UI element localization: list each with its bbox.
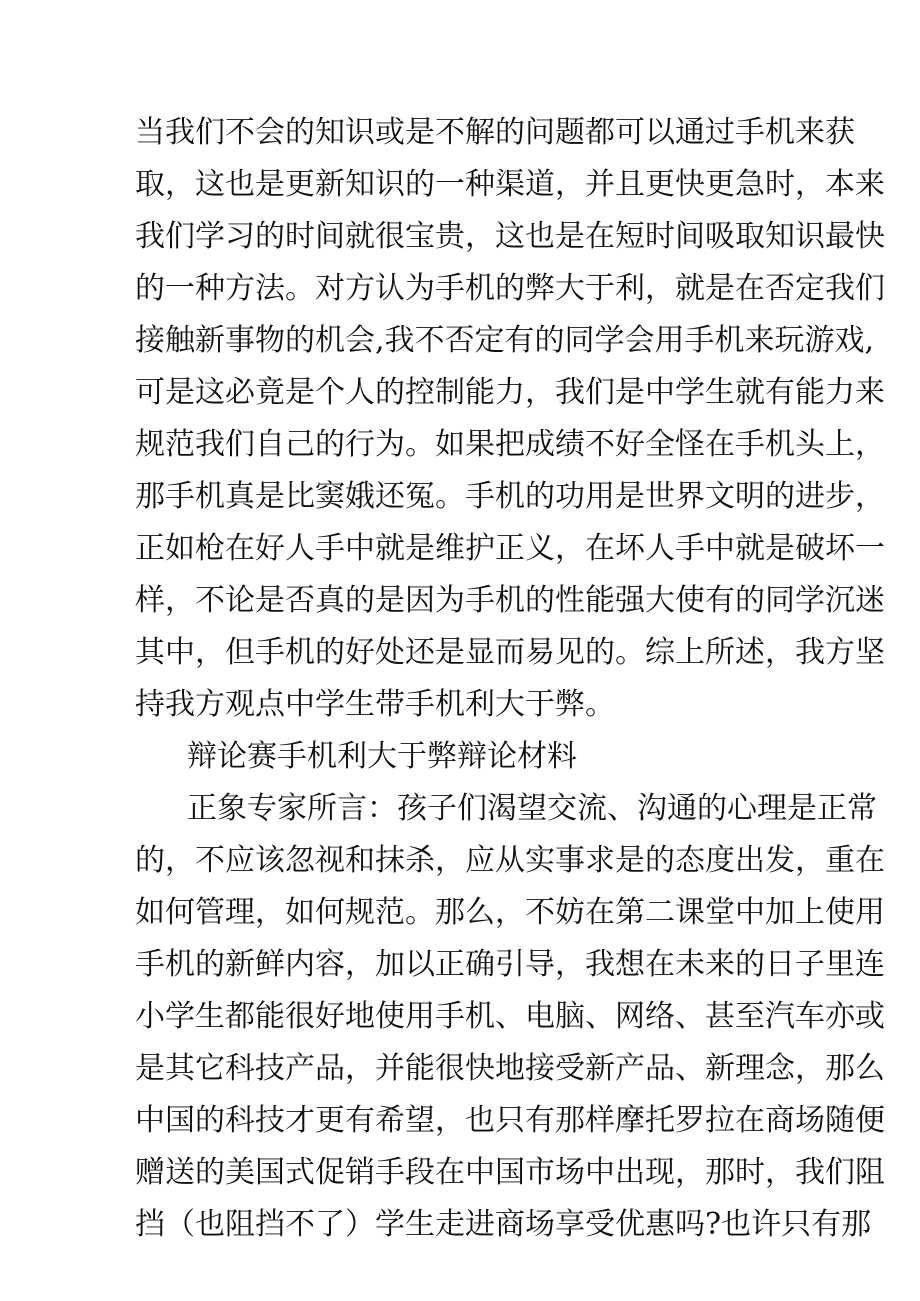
text-line: 接触新事物的机会,我不否定有的同学会用手机来玩游戏, [135, 323, 875, 358]
text-line: 其中，但手机的好处还是显而易见的。综上所述，我方坚 [135, 635, 885, 670]
text-line: 小学生都能很好地使用手机、电脑、网络、甚至汽车亦或 [135, 999, 885, 1034]
text-line: 可是这必竟是个人的控制能力，我们是中学生就有能力来 [135, 375, 885, 410]
text-line: 是其它科技产品，并能很快地接受新产品、新理念，那么 [135, 1051, 885, 1086]
text-line: 样，不论是否真的是因为手机的性能强大使有的同学沉迷 [135, 583, 885, 618]
paragraph-1 [135, 107, 885, 731]
text-line: 中国的科技才更有希望，也只有那样摩托罗拉在商场随便 [135, 1103, 885, 1138]
paragraph-2 [135, 783, 885, 1251]
text-line: 持我方观点中学生带手机利大于弊。 [135, 687, 615, 722]
text-line: 的一种方法。对方认为手机的弊大于利，就是在否定我们 [135, 271, 885, 306]
section-heading: 辩论赛手机利大于弊辩论材料 [187, 739, 577, 774]
text-line: 赠送的美国式促销手段在中国市场中出现，那时，我们阻 [135, 1155, 885, 1190]
text-line: 正如枪在好人手中就是维护正义，在坏人手中就是破坏一 [135, 531, 885, 566]
document-body [135, 107, 885, 1251]
text-line: 的，不应该忽视和抹杀，应从实事求是的态度出发，重在 [135, 843, 885, 878]
text-line: 规范我们自己的行为。如果把成绩不好全怪在手机头上， [135, 427, 885, 462]
text-line: 挡（也阻挡不了）学生走进商场享受优惠吗?也许只有那 [135, 1207, 872, 1242]
text-line: 手机的新鲜内容，加以正确引导，我想在未来的日子里连 [135, 947, 885, 982]
text-line: 正象专家所言：孩子们渴望交流、沟通的心理是正常 [187, 791, 877, 826]
text-line: 取，这也是更新知识的一种渠道，并且更快更急时，本来 [135, 167, 885, 202]
text-line: 那手机真是比窦娥还冤。手机的功用是世界文明的进步， [135, 479, 885, 514]
text-line: 如何管理，如何规范。那么，不妨在第二课堂中加上使用 [135, 895, 885, 930]
text-line: 当我们不会的知识或是不解的问题都可以通过手机来获 [135, 115, 855, 150]
text-line: 我们学习的时间就很宝贵，这也是在短时间吸取知识最快 [135, 219, 885, 254]
